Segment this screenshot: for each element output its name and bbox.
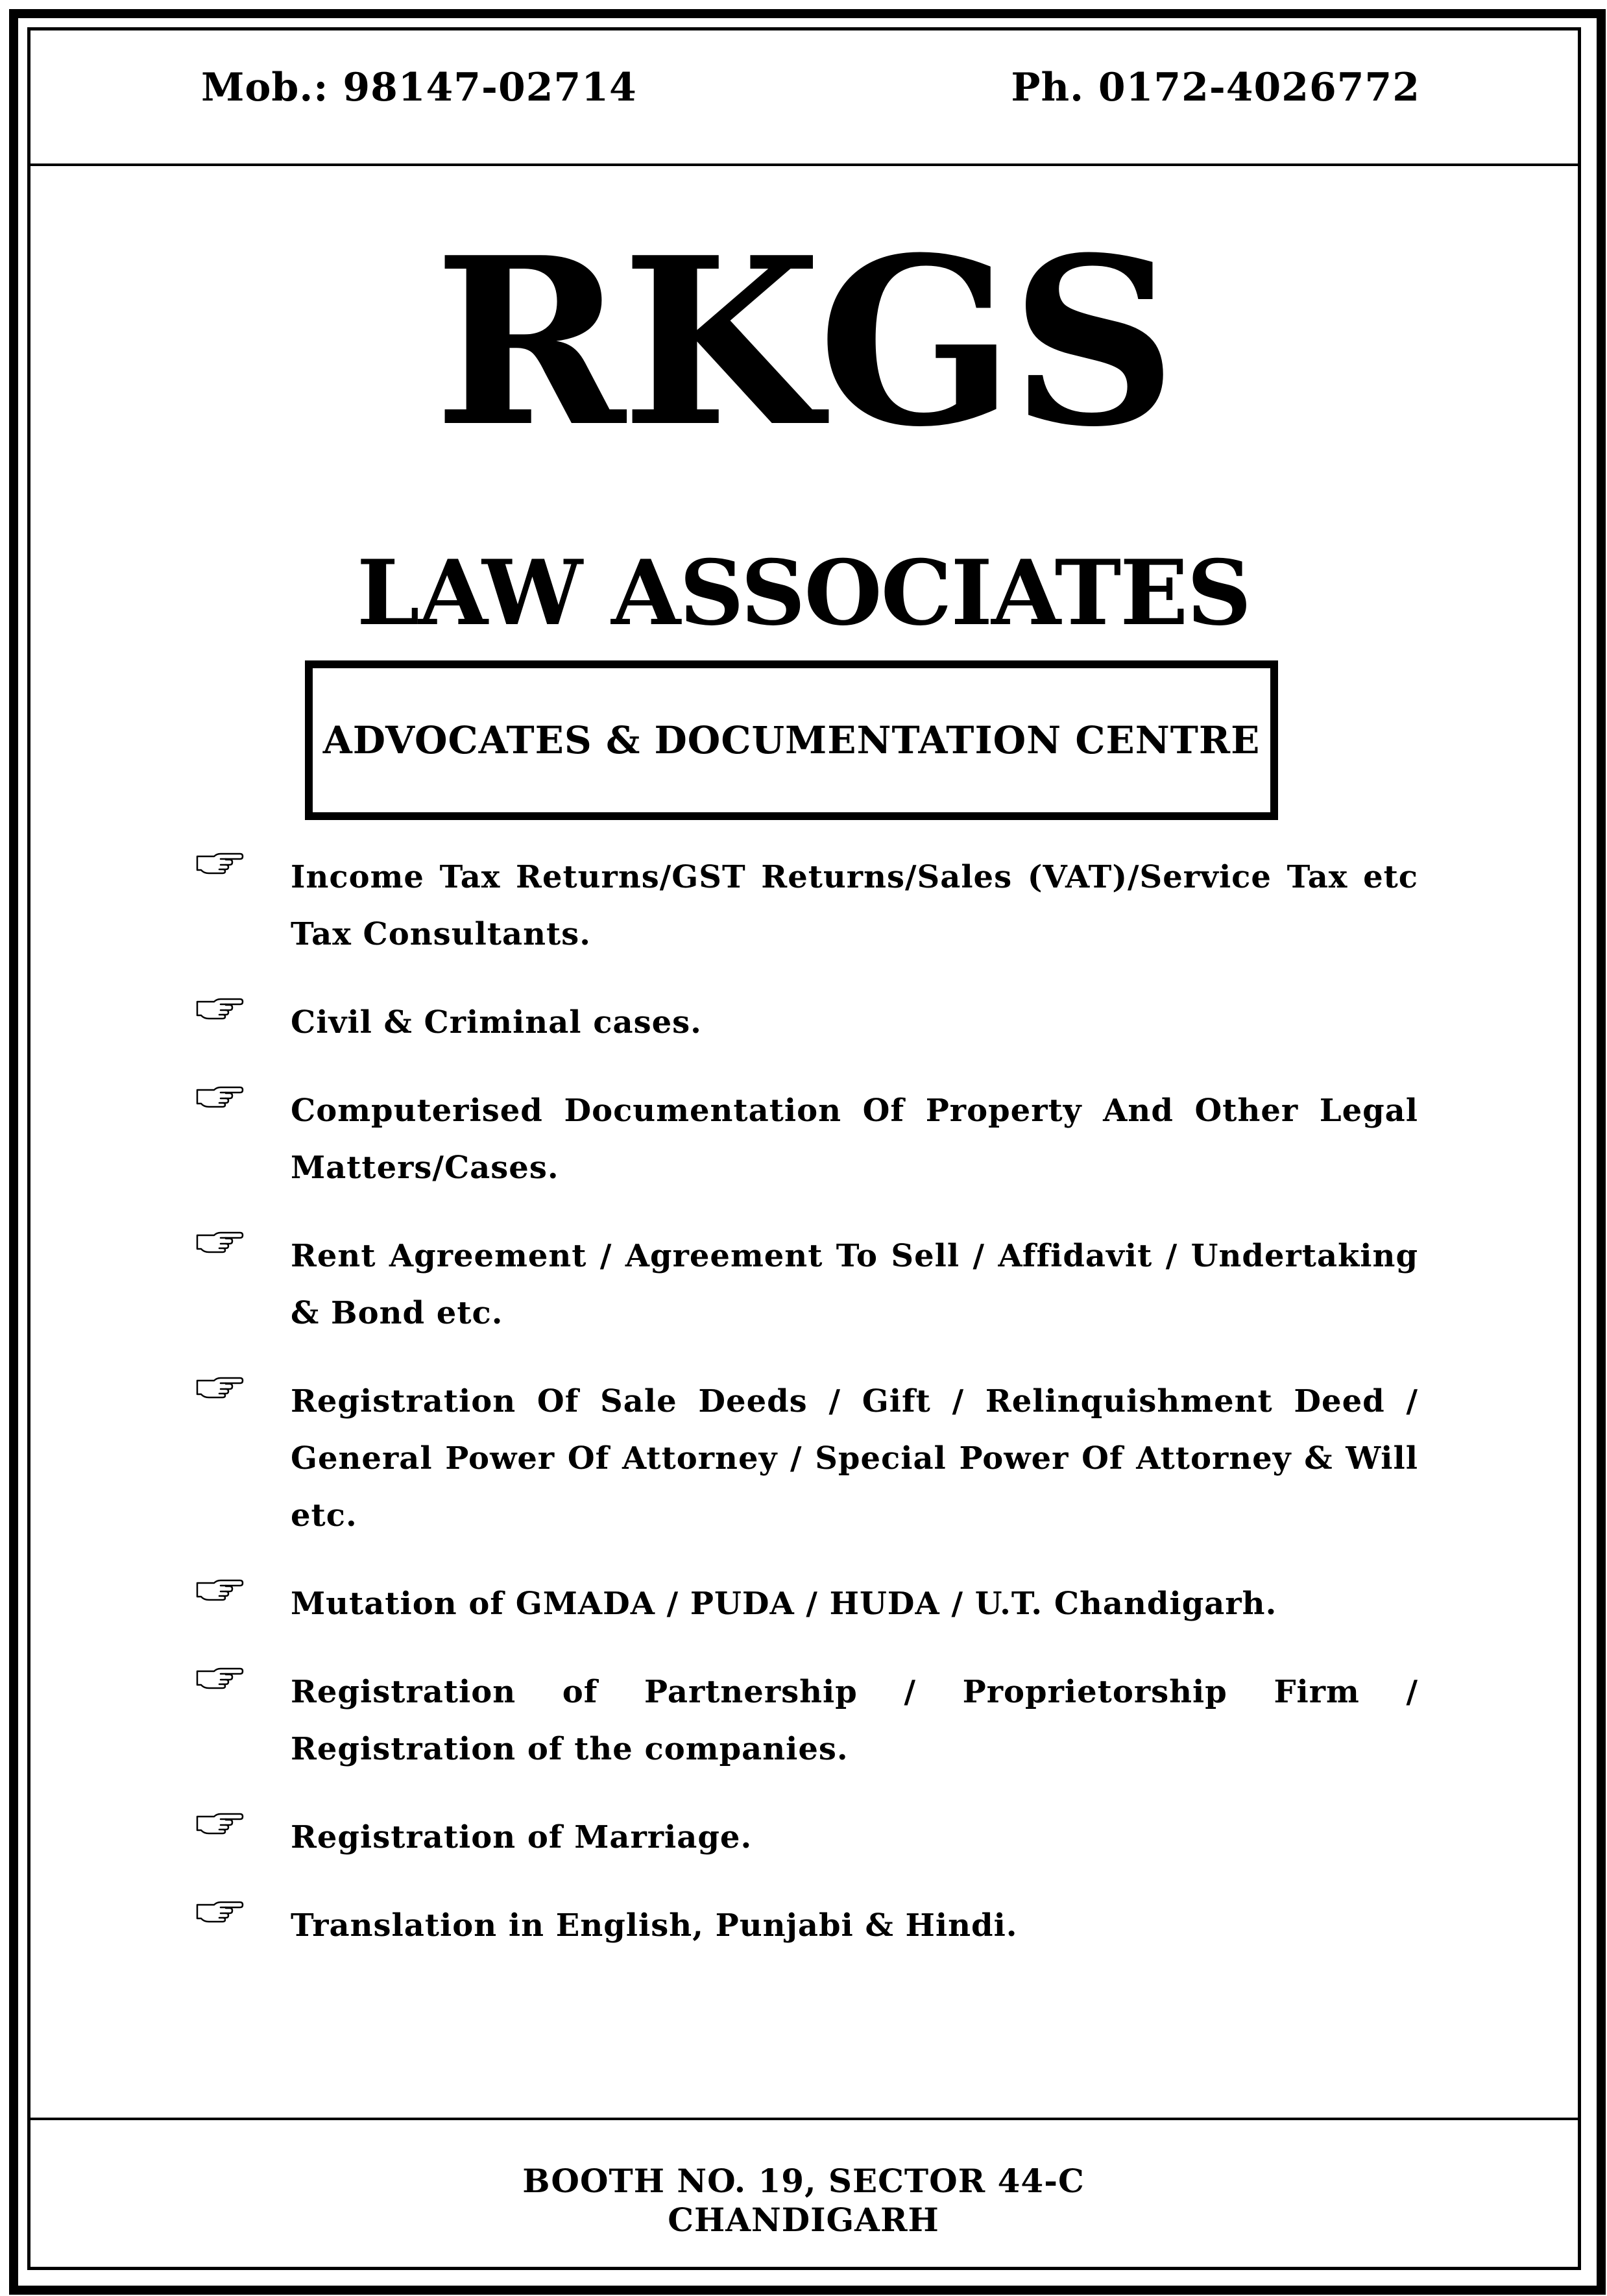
service-item [195,1897,1418,1954]
brand-name: RKGS [433,207,1174,477]
tagline-box [305,660,1278,820]
service-item [195,1809,1418,1866]
service-text: Rent Agreement / Agreement To Sell / Affidavit / Undertaking & Bond etc. [291,1238,1418,1331]
tagline: ADVOCATES & DOCUMENTATION CENTRE [322,718,1261,762]
service-text: Income Tax Returns/GST Returns/Sales (VAT)/Service Tax etc Tax Consultants. [291,859,1418,952]
service-item [195,1663,1418,1778]
brand-subtitle: LAW ASSOCIATES [356,540,1251,646]
pointing-hand-icon [195,1082,244,1108]
service-item [195,1082,1418,1196]
service-item [195,849,1418,963]
service-item [195,1227,1418,1342]
service-text: Registration Of Sale Deeds / Gift / Relinquishment Deed / General Power Of Attorney / Special Power Of Attorney & Will etc. [291,1383,1418,1534]
footer-divider [30,2118,1578,2120]
service-text: Translation in English, Punjabi & Hindi. [291,1907,1018,1944]
service-item [195,994,1418,1051]
service-text: Registration of Marriage. [291,1819,753,1855]
address-line-1: BOOTH NO. 19, SECTOR 44-C [522,2162,1085,2200]
pointing-hand-icon [195,1575,244,1601]
service-text: Civil & Criminal cases. [291,1004,702,1041]
pointing-hand-icon [195,1227,244,1253]
pointing-hand-icon [195,1897,244,1923]
header-divider [30,163,1578,166]
mobile-number: Mob.: 98147-02714 [201,65,637,110]
pointing-hand-icon [195,1373,244,1399]
address-line-2: CHANDIGARH [668,2201,939,2239]
phone-number: Ph. 0172-4026772 [1011,65,1420,110]
services-list [195,849,1418,1985]
service-text: Registration of Partnership / Proprietorship Firm / Registration of the companies. [291,1674,1418,1767]
service-item [195,1373,1418,1544]
pointing-hand-icon [195,1663,244,1689]
pointing-hand-icon [195,1809,244,1835]
pointing-hand-icon [195,849,244,875]
service-text: Computerised Documentation Of Property And Other Legal Matters/Cases. [291,1093,1418,1186]
address [0,2162,1607,2240]
service-item [195,1575,1418,1632]
service-text: Mutation of GMADA / PUDA / HUDA / U.T. Chandigarh. [291,1586,1277,1622]
pointing-hand-icon [195,994,244,1020]
